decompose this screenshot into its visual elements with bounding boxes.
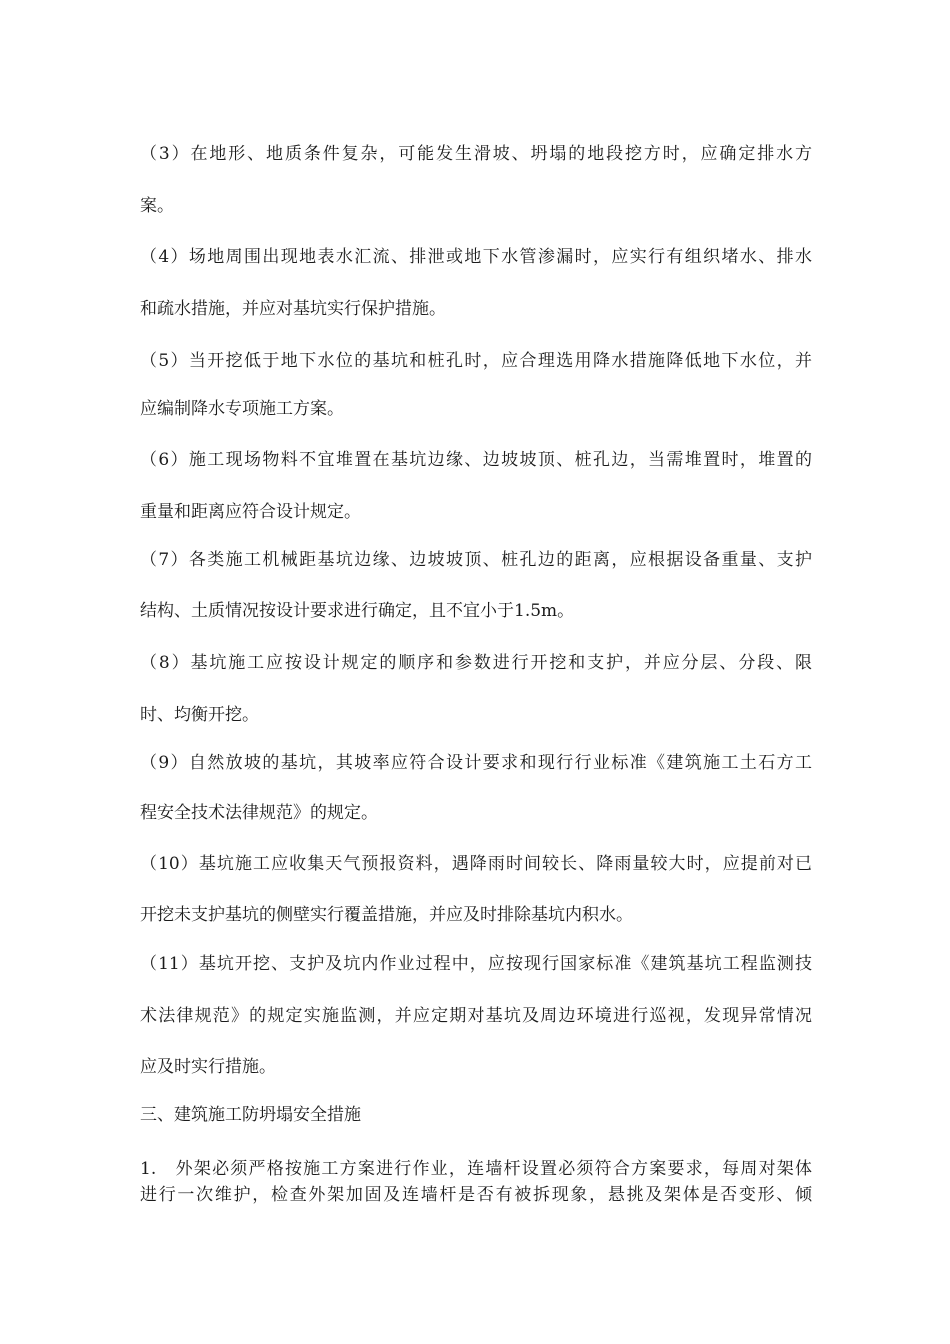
text-line: （10）基坑施工应收集天气预报资料，遇降雨时间较长、降雨量较大时，应提前对已 — [140, 854, 812, 874]
text-line: 开挖未支护基坑的侧壁实行覆盖措施，并应及时排除基坑内积水。 — [140, 905, 633, 925]
text-line: 术法律规范》的规定实施监测，并应定期对基坑及周边环境进行巡视，发现异常情况 — [140, 1006, 812, 1026]
text-line: 应及时实行措施。 — [140, 1057, 276, 1077]
text-line: 进行一次维护，检查外架加固及连墙杆是否有被拆现象，悬挑及架体是否变形、倾 — [140, 1185, 812, 1205]
text-line: （5）当开挖低于地下水位的基坑和桩孔时，应合理选用降水措施降低地下水位，并 — [140, 351, 812, 371]
text-line: （3）在地形、地质条件复杂，可能发生滑坡、坍塌的地段挖方时，应确定排水方 — [140, 144, 812, 164]
text-line: （8）基坑施工应按设计规定的顺序和参数进行开挖和支护，并应分层、分段、限 — [140, 653, 812, 673]
text-line: （6）施工现场物料不宜堆置在基坑边缘、边坡坡顶、桩孔边，当需堆置时，堆置的 — [140, 450, 812, 470]
text-line: （11）基坑开挖、支护及坑内作业过程中，应按现行国家标准《建筑基坑工程监测技 — [140, 954, 812, 974]
text-line: 应编制降水专项施工方案。 — [140, 399, 344, 419]
text-line: （7）各类施工机械距基坑边缘、边坡坡顶、桩孔边的距离，应根据设备重量、支护 — [140, 550, 812, 570]
text-line: （4）场地周围出现地表水汇流、排泄或地下水管渗漏时，应实行有组织堵水、排水 — [140, 247, 812, 267]
text-line: （9）自然放坡的基坑，其坡率应符合设计要求和现行行业标准《建筑施工土石方工 — [140, 753, 812, 773]
text-line: 1. 外架必须严格按施工方案进行作业，连墙杆设置必须符合方案要求，每周对架体 — [140, 1159, 812, 1179]
text-line: 重量和距离应符合设计规定。 — [140, 502, 361, 522]
text-line: 和疏水措施，并应对基坑实行保护措施。 — [140, 299, 446, 319]
section-heading: 三、建筑施工防坍塌安全措施 — [140, 1105, 361, 1125]
text-line: 时、均衡开挖。 — [140, 705, 259, 725]
text-line: 程安全技术法律规范》的规定。 — [140, 803, 378, 823]
text-line: 案。 — [140, 196, 174, 216]
text-line: 结构、土质情况按设计要求进行确定，且不宜小于1.5m。 — [140, 601, 575, 621]
